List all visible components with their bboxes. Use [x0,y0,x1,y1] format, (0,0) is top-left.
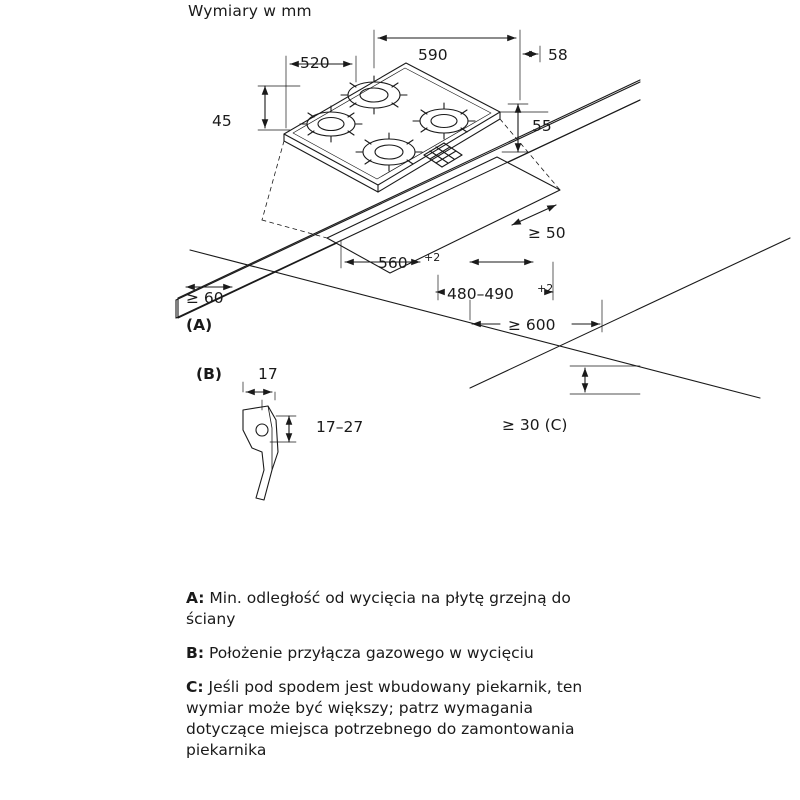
label-560: 560 [378,254,408,272]
label-17: 17 [258,365,278,383]
legend-key-a: A: [186,589,205,607]
legend-item-a [186,588,606,630]
legend-item-b [186,643,606,664]
legend-text-c: Jeśli pod spodem jest wbudowany piekarnik, ten wymiar może być większy; patrz wymagania dotyczące miejsca potrzebnego do zamontowania piekarnika [186,678,583,759]
gas-connection-detail [243,382,278,500]
legend-key-b: B: [186,644,205,662]
worktop-rear-edge [262,220,700,418]
label-min-50: ≥ 50 [528,224,566,242]
label-view-b: (B) [196,365,222,383]
label-min-600: ≥ 600 [508,316,556,334]
label-520: 520 [300,54,330,72]
legend-text-b: Położenie przyłącza gazowego w wycięciu [208,644,534,662]
dim-min-30 [570,366,640,394]
legend-text-a: Min. odległość od wycięcia na płytę grzejną do ściany [186,589,571,628]
legend [186,588,606,774]
label-480-490: 480–490 [447,285,514,303]
page-title: Wymiary w mm [188,2,312,20]
label-45: 45 [212,112,232,130]
label-17-27: 17–27 [316,418,364,436]
label-58: 58 [548,46,568,64]
worktop-faces [176,82,790,450]
dim-45 [258,86,300,130]
dim-58 [500,46,548,112]
label-560-tol: +2 [424,251,441,264]
label-min-30: ≥ 30 (C) [502,416,568,434]
label-480-490-tol: +2 [537,282,554,295]
legend-item-c [186,677,606,761]
label-590: 590 [418,46,448,64]
label-view-a: (A) [186,316,213,334]
legend-key-c: C: [186,678,204,696]
label-55: 55 [532,117,552,135]
label-min-60: ≥ 60 [186,289,224,307]
